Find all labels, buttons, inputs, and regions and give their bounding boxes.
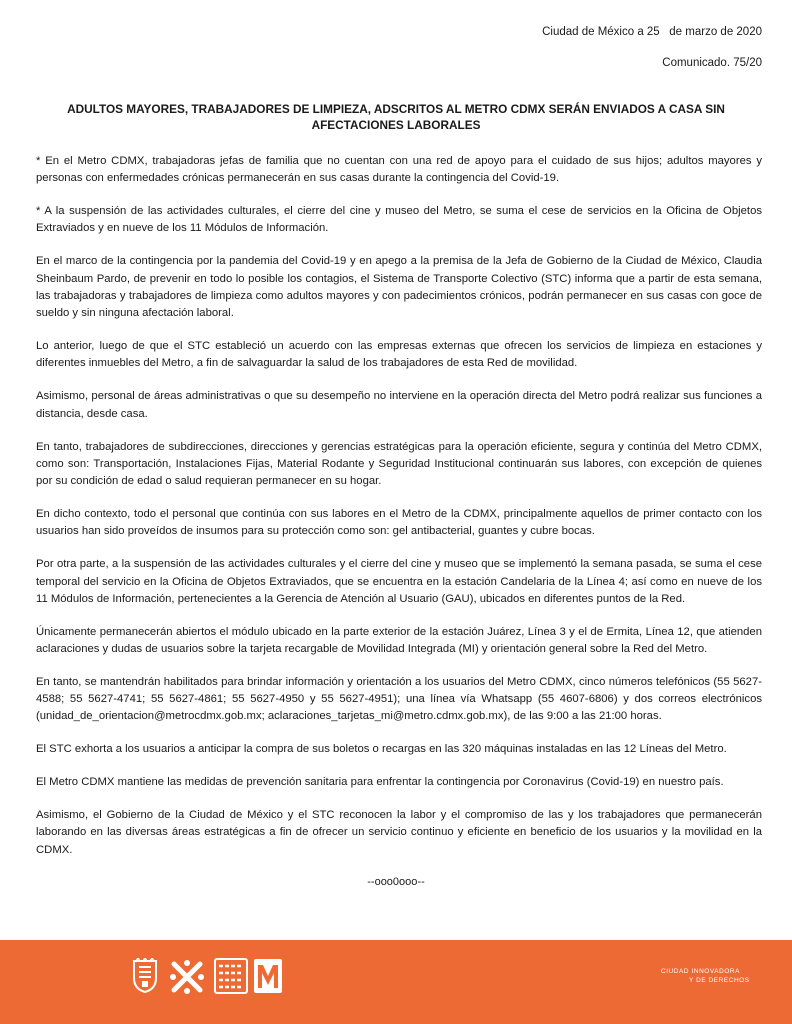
paragraph: Únicamente permanecerán abiertos el módulo ubicado en la parte exterior de la estación Juárez, Línea 3 y el de Ermita, Línea 12, que atienden aclaraciones y dudas de usuarios sobre la tarjeta recargable de Movilidad Integrada (MI) y orientación general sobre la Red del Metro. xyxy=(36,625,762,655)
pattern-tile-logo xyxy=(214,958,248,994)
slogan-line-2: Y DE DERECHOS xyxy=(689,977,750,984)
body-text xyxy=(36,153,762,875)
cdmx-coat-of-arms-logo xyxy=(131,958,159,994)
footer-slogan xyxy=(661,967,750,985)
paragraph: Lo anterior, luego de que el STC estableció un acuerdo con las empresas externas que ofrecen los servicios de limpieza en estaciones y diferentes inmuebles del Metro, a fin de salvaguardar la salud de los trabajadores de esta Red de movilidad. xyxy=(36,340,762,370)
paragraph: El STC exhorta a los usuarios a anticipar la compra de sus boletos o recargas en las 320 máquinas instaladas en las 12 Líneas del Metro. xyxy=(36,743,727,756)
document-date: Ciudad de México a 25 de marzo de 2020 xyxy=(542,26,762,38)
paragraph: El Metro CDMX mantiene las medidas de prevención sanitaria para enfrentar la contingencia por Coronavirus (Covid-19) en nuestro país. xyxy=(36,776,724,789)
closing-mark: --ooo0ooo-- xyxy=(367,876,425,888)
communique-number: Comunicado. 75/20 xyxy=(662,57,762,69)
paragraph: Asimismo, personal de áreas administrativas o que su desempeño no interviene en la operación directa del Metro podrá realizar sus funciones a distancia, desde casa. xyxy=(36,390,762,420)
paragraph: En tanto, trabajadores de subdirecciones, direcciones y gerencias estratégicas para la operación eficiente, segura y continúa del Metro CDMX, como son: Transportación, Instalaciones Fijas, Material Rodante y Seguridad Institucional continuarán sus labores, con excepción de quienes por su condición de edad o salud requieran permanecer en su hogar. xyxy=(36,440,762,488)
paragraph: Asimismo, el Gobierno de la Ciudad de México y el STC reconocen la labor y el compromiso de las y los trabajadores que permanecerán laborando en las diversas áreas estratégicas a fin de ofrecer un servicio continuo y eficiente en beneficio de los usuarios y la movilidad en la CDMX. xyxy=(36,809,762,856)
slogan-line-1: CIUDAD INNOVADORA xyxy=(661,968,740,975)
paragraph: En tanto, se mantendrán habilitados para brindar información y orientación a los usuarios del Metro CDMX, cinco números telefónicos (55 5627-4588; 55 5627-4741; 55 5627-4861; 55 5627-4950 y 55 5627-4951); una línea vía Whatsapp (55 4607-6806) y dos correos electrónicos (unidad_de_orientacion@metrocdmx.gob.mx; aclaraciones_tarjetas_mi@metro.cdmx.gob.mx), de las 9:00 a las 21:00 horas. xyxy=(36,675,762,723)
paragraph: * En el Metro CDMX, trabajadoras jefas de familia que no cuentan con una red de apoyo para el cuidado de sus hijos; adultos mayores y personas con enfermedades crónicas permanecerán en sus casas durante la contingencia del Covid-19. xyxy=(36,155,762,185)
paragraph: En dicho contexto, todo el personal que continúa con sus labores en el Metro de la CDMX, principalmente aquellos de primer contacto con los usuarios han sido proveídos de insumos para su protección como son: gel antibacterial, guantes y cubre bocas. xyxy=(36,508,762,538)
metro-logo xyxy=(253,958,283,994)
paragraph: Por otra parte, a la suspensión de las actividades culturales y el cierre del cine y museo que se implementó la semana pasada, se suma el cese temporal del servicio en la Oficina de Objetos Extraviados, que se encuentra en la estación Candelaria de la Línea 4; así como en nueve de los 11 Módulos de Información, pertenecientes a la Gerencia de Atención al Usuario (GAU), ubicados en diferentes puntos de la Red. xyxy=(36,558,762,605)
footer-banner xyxy=(0,940,792,1024)
paragraph: En el marco de la contingencia por la pandemia del Covid-19 y en apego a la premisa de la Jefa de Gobierno de la Ciudad de México, Claudia Sheinbaum Pardo, de prevenir en todo lo posible los contagios, el Sistema de Transporte Colectivo (STC) informa que a partir de esta semana, las trabajadoras y trabajadores de limpieza como adultos mayores y con padecimientos crónicos, podrán permanecer en sus casas con goce de sueldo y sin ninguna afectación laboral. xyxy=(36,255,762,320)
paragraph: * A la suspensión de las actividades culturales, el cierre del cine y museo del Metro, se suma el cese de servicios en la Oficina de Objetos Extraviados y en nueve de los 11 Módulos de Información. xyxy=(36,205,762,235)
headline: ADULTOS MAYORES, TRABAJADORES DE LIMPIEZA, ADSCRITOS AL METRO CDMX SERÁN ENVIADOS A CASA SIN AFECTACIONES LABORALES xyxy=(67,102,725,132)
cdmx-government-logo xyxy=(168,958,206,996)
